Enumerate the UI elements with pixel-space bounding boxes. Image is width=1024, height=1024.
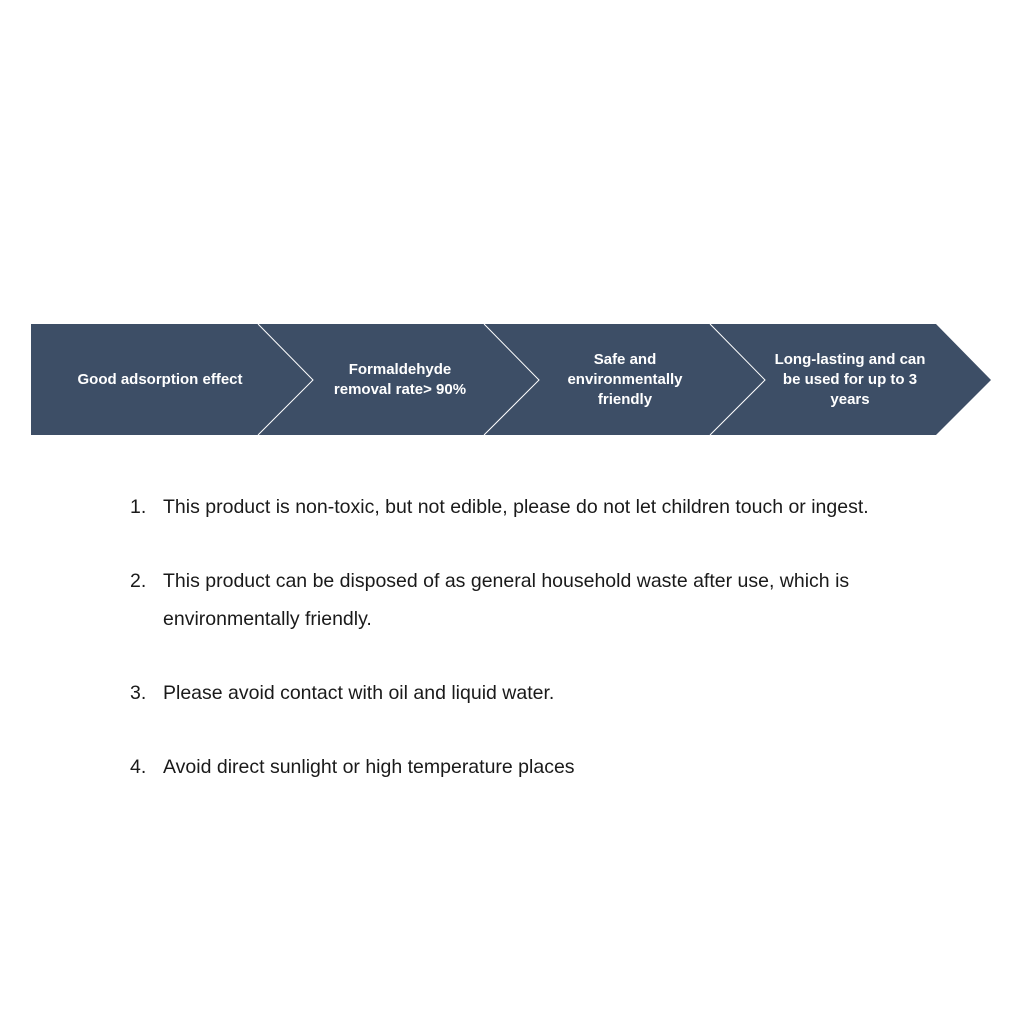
list-item-number: 4. — [130, 756, 147, 778]
list-item-text: Avoid direct sunlight or high temperature places — [163, 756, 575, 778]
step-label-formaldehyde-removal: Formaldehyde removal rate> 90% — [333, 360, 467, 398]
list-item — [130, 748, 950, 786]
list-item — [130, 674, 950, 712]
list-item-number: 3. — [130, 682, 147, 704]
list-item-text: Please avoid contact with oil and liquid water. — [163, 682, 555, 704]
list-item-number: 2. — [130, 570, 147, 592]
list-item — [130, 562, 950, 638]
step-label-long-lasting: Long-lasting and can be used for up to 3 years — [774, 350, 926, 408]
usage-notes-list — [130, 488, 950, 822]
step-label-adsorption: Good adsorption effect — [77, 370, 243, 388]
list-item-text: This product is non-toxic, but not edible, please do not let children touch or ingest. — [163, 496, 869, 518]
step-label-safe-environmental: Safe and environmentally friendly — [567, 350, 683, 408]
list-item-text: This product can be disposed of as general household waste after use, which is environmentally friendly. — [163, 570, 850, 630]
list-item-number: 1. — [130, 496, 147, 518]
list-item — [130, 488, 950, 526]
